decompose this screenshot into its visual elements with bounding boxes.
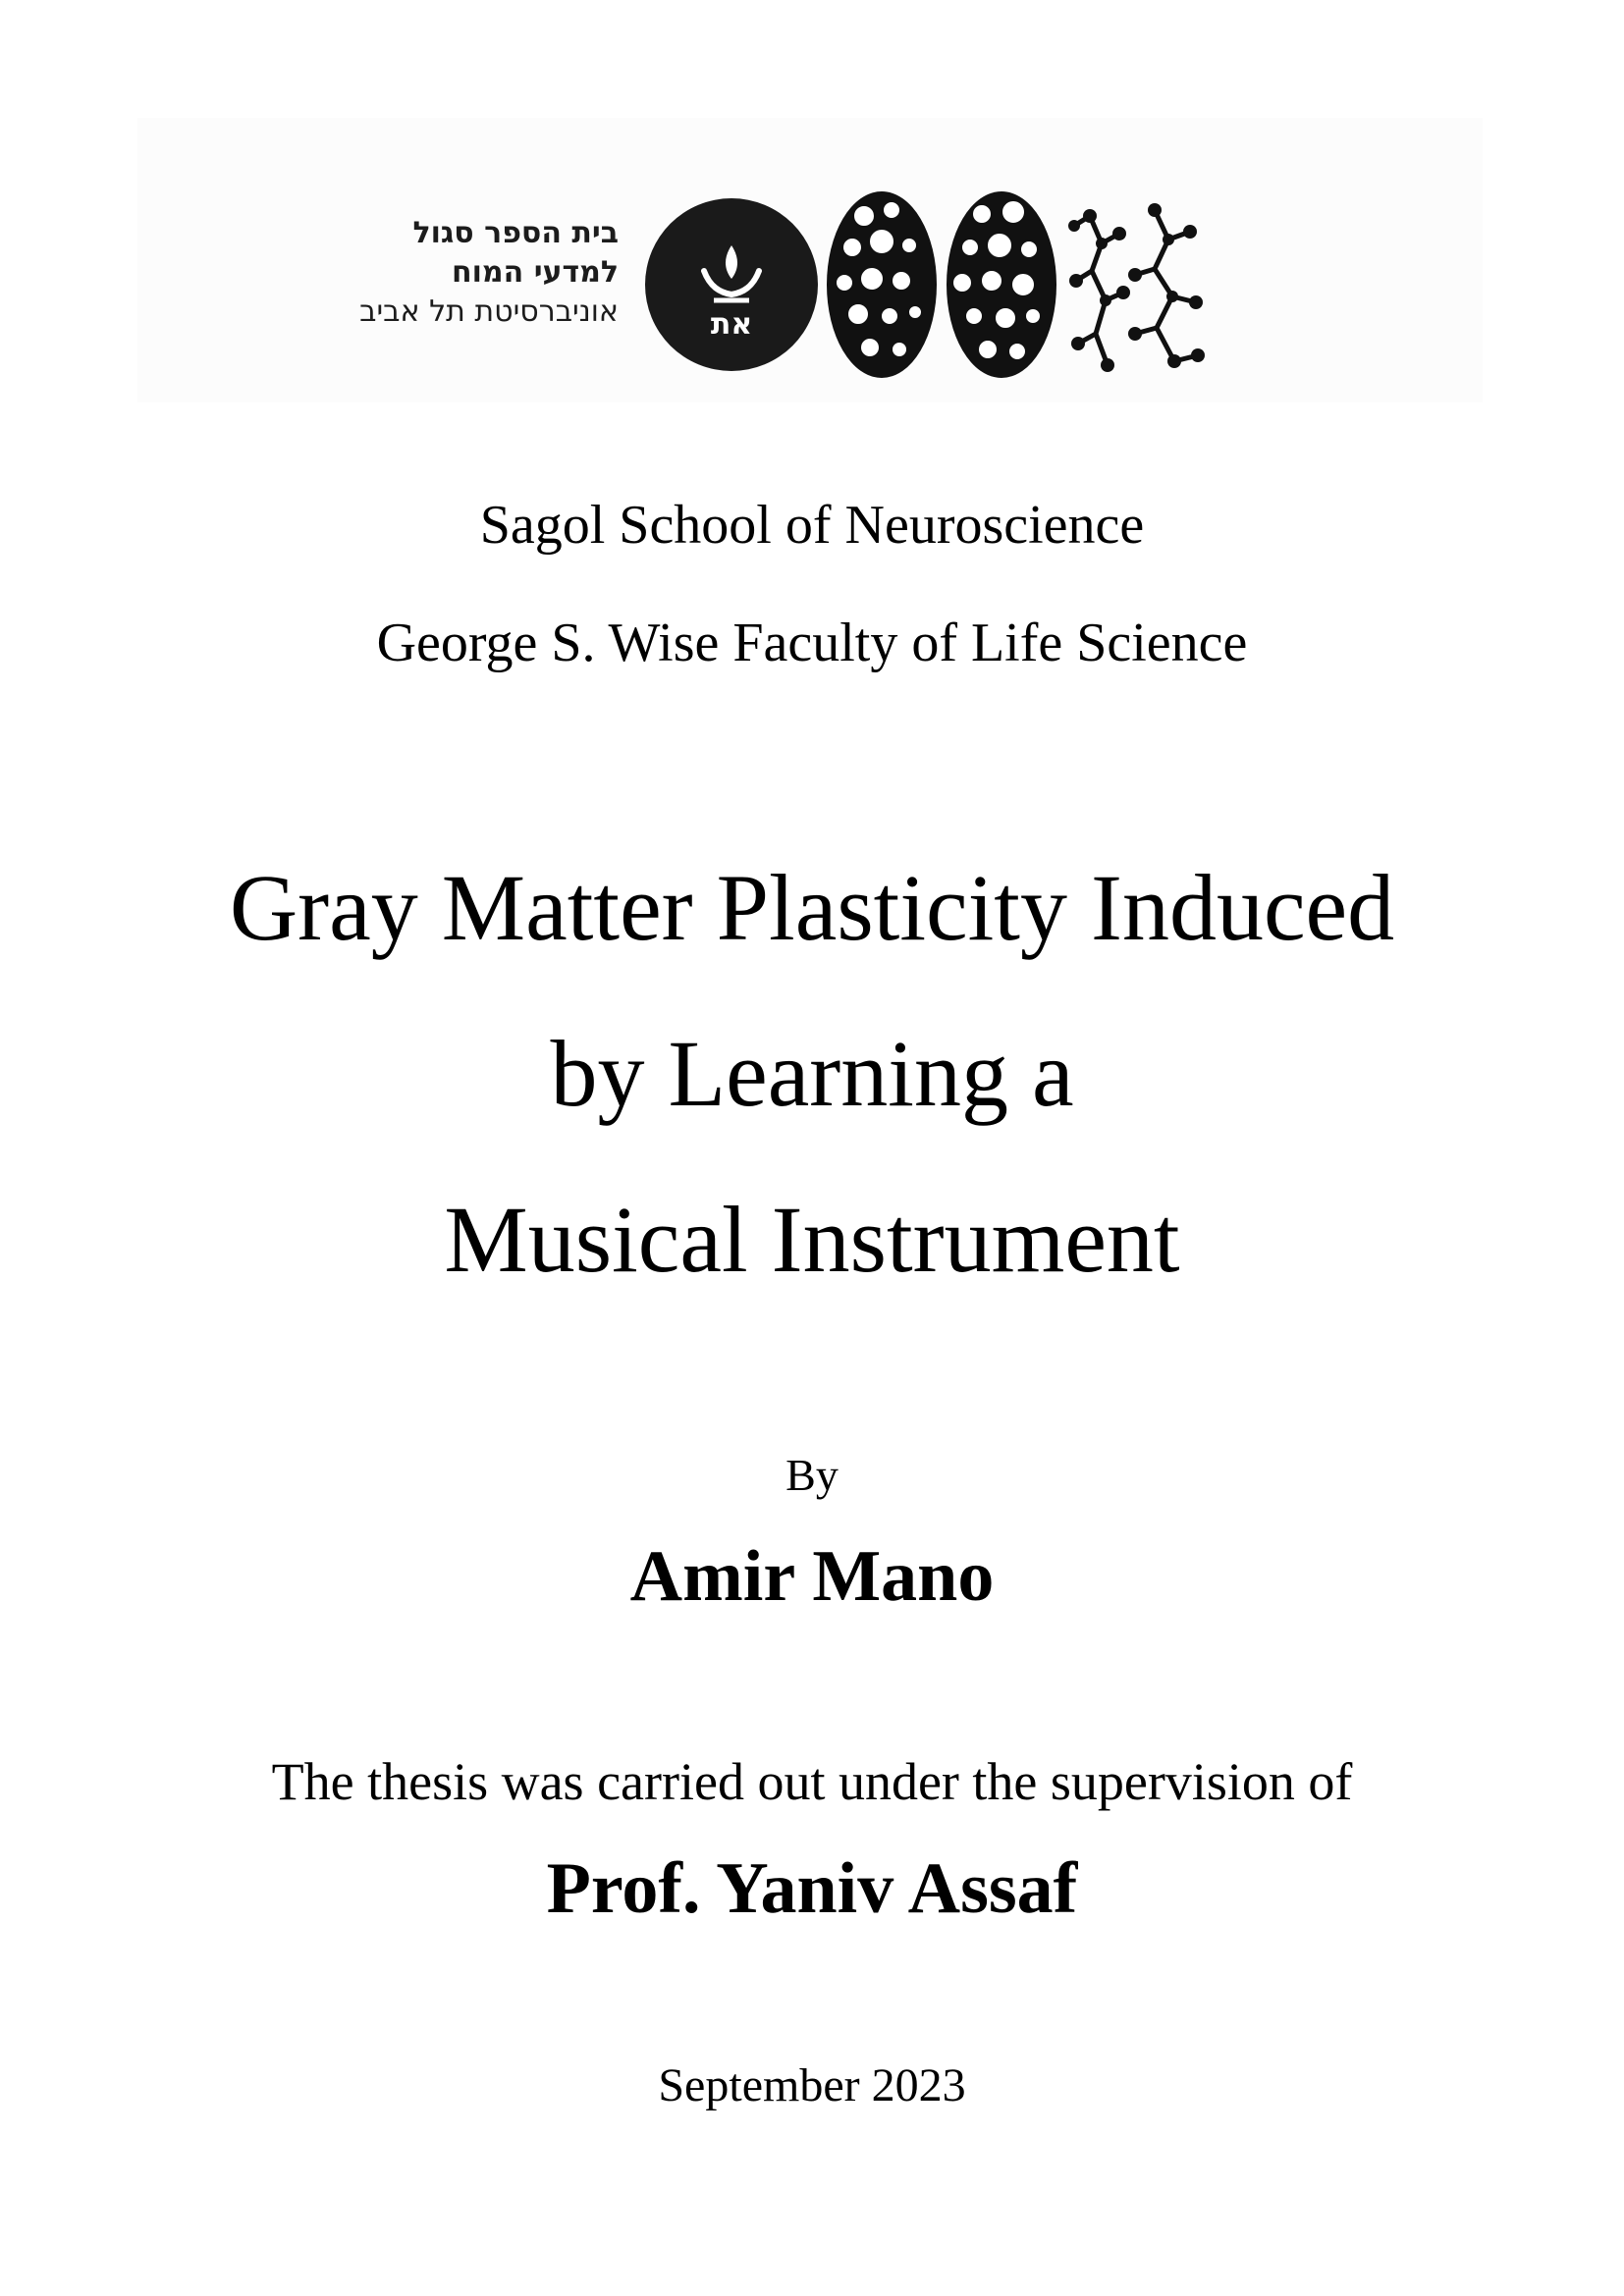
supervision-note: The thesis was carried out under the supervision of — [271, 1752, 1353, 1811]
logo-line-school: בית הספר סגול — [412, 216, 619, 250]
school-name: Sagol School of Neuroscience — [479, 495, 1145, 556]
logo-line-university: אוניברסיטת תל אביב — [359, 294, 619, 329]
university-emblem-icon — [643, 196, 820, 373]
supervisor-name: Prof. Yaniv Assaf — [546, 1848, 1078, 1929]
logo-line-field: למדעי המוח — [452, 255, 619, 290]
hebrew-logo-text — [319, 214, 619, 332]
thesis-title — [0, 852, 1624, 1296]
author-name: Amir Mano — [629, 1536, 995, 1617]
by-label: By — [785, 1450, 839, 1500]
submission-date: September 2023 — [658, 2059, 966, 2111]
title-line-1: Gray Matter Plasticity Induced — [229, 855, 1395, 960]
title-line-3: Musical Instrument — [444, 1187, 1180, 1292]
brain-dots-icon — [825, 187, 1218, 383]
faculty-name: George S. Wise Faculty of Life Science — [376, 613, 1248, 673]
title-line-2: by Learning a — [550, 1021, 1074, 1126]
emblem-letters: את — [710, 307, 753, 342]
